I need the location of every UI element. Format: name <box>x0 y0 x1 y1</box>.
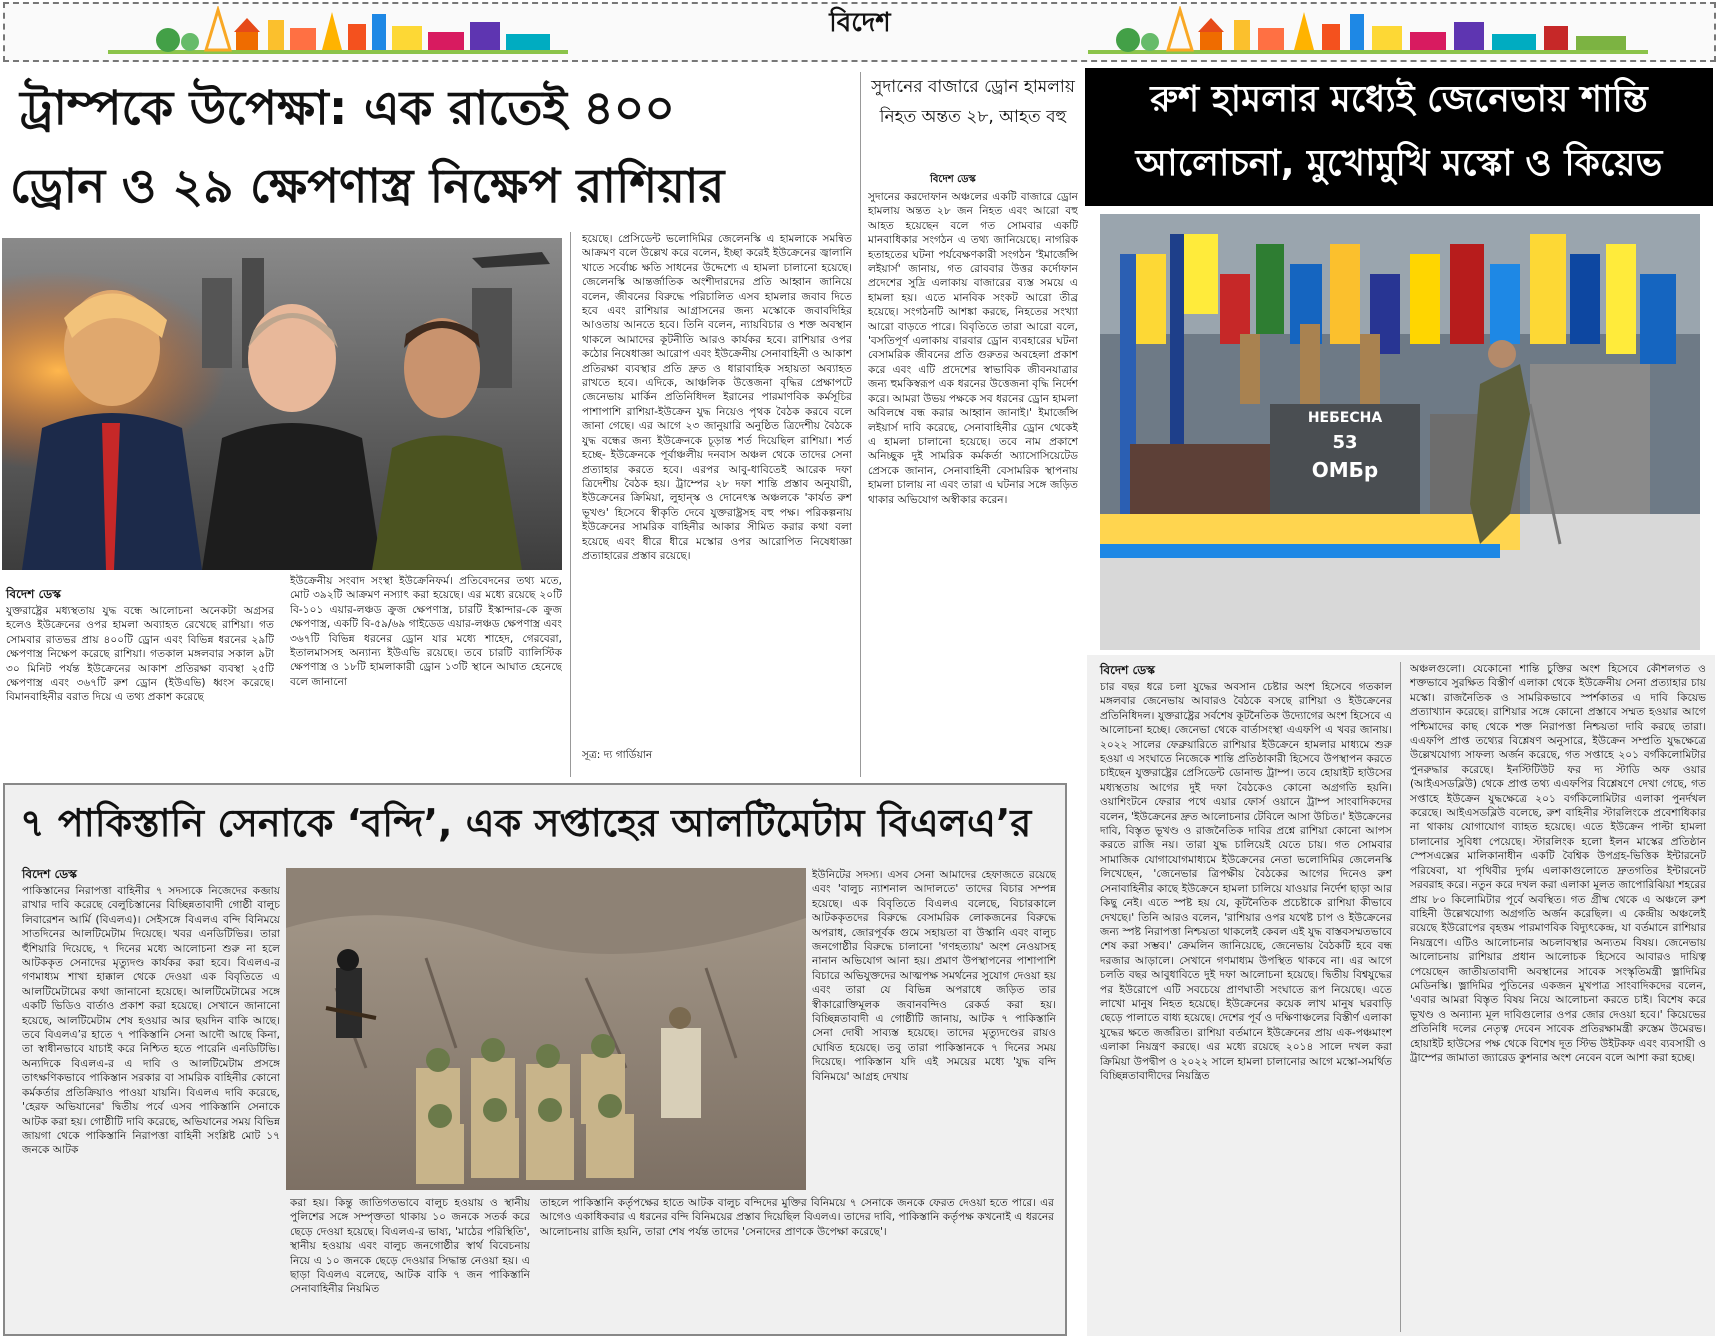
trump-putin-zelensky-photo <box>2 238 562 570</box>
sudan-headline: সুদানের বাজারে ড্রোন হামলায় নিহত অন্তত ২৮, আহত বহু <box>871 77 1075 127</box>
kyiv-memorial-photo <box>1100 214 1700 650</box>
trump-body-col2: ইউক্রেনীয় সংবাদ সংস্থা ইউক্রেনিফর্ম। প্রতিবেদনের তথ্য মতে, মোট ৩৯২টি আক্রমণ নস্যাৎ করা হয়েছে। এর মধ্যে রয়েছে ২০টি বি-১০১ এয়ার-লঞ্চড ক্রুজ ক্ষেপণাস্ত্র, চারটি ইস্কান্দার-কে ক্রুজ ক্ষেপণাস্ত্র, একটি বি-৫৯/৬৯ গাইডেড এয়ার-লঞ্চড ক্ষেপণাস্ত্র এবং ৩৬৭টি বিভিন্ন ধরনের ড্রোন যার মধ্যে শাহেদ, গেরবেরা, ইতালমাসসহ অন্যান্য ইউএভি রয়েছে। তবে চারটি ব্যালিস্টিক ক্ষেপণাস্ত্র ও ১৮টি হামলাকারী ড্রোন ১৩টি স্থানে আঘাত হেনেছে বলে জানানো <box>290 575 562 688</box>
right-skyline-illustration <box>1088 6 1648 54</box>
trump-body-col3: হয়েছে। প্রেসিডেন্ট ভলোদিমির জেলেনস্কি এ হামলাকে সমন্বিত আক্রমণ বলে উল্লেখ করে বলেন, ইচ্ছা করেই ইউক্রেনের জ্বালানি খাতে সর্বোচ্চ ক্ষতি সাধনের উদ্দেশ্যে এ হামলা চালানো হয়েছে। জেলেনস্কি আন্তর্জাতিক অংশীদারদের প্রতি আহ্বান জানিয়ে বলেন, জীবনের বিরুদ্ধে পরিচালিত এসব হামলার জবাব দিতে হবে এবং রাশিয়ার আগ্রাসনের জন্য মস্কোকে জবাবদিহির আওতায় আনতে হবে। তিনি বলেন, ন্যায়বিচার ও শক্ত অবস্থান থাকলে আমাদের কূটনীতি আরও কার্যকর হবে। রাশিয়ার ওপর কঠোর নিষেধাজ্ঞা আরোপ এবং ইউক্রেনীয় সেনাবাহিনী ও আকাশ প্রতিরক্ষা ব্যবস্থার প্রতি দ্রুত ও ধারাবাহিক সহায়তা অব্যাহত রাখতে হবে। এদিকে, আঞ্চলিক উত্তেজনা বৃদ্ধির প্রেক্ষাপটে জেনেভায় মার্কিন প্রতিনিধিদল ইরানের পারমাণবিক কর্মসূচির পাশাপাশি রাশিয়া-ইউক্রেন যুদ্ধ নিয়েও পৃথক বৈঠক করবে বলে জানা গেছে। এর আগে ২৩ জানুয়ারি অনুষ্ঠিত ত্রিদেশীয় বৈঠকে যুদ্ধ বন্ধের জন্য ইউক্রেনকে চূড়ান্ত শর্ত দিয়েছিল রাশিয়া। শর্ত হচ্ছে- ইউক্রেনকে পূর্বাঞ্চলীয় দনবাস অঞ্চল থেকে তাদের সেনা প্রত্যাহার করতে হবে। এরপর আবু-ধাবিতেই আরেক দফা ত্রিদেশীয় বৈঠক হয়। ট্রাম্পের ২৮ দফা শান্তি প্রস্তাব অনুযায়ী, ইউক্রেনের ক্রিমিয়া, লুহান্স্ক ও দোনেৎস্ক অঞ্চলকে 'কার্যত রুশ ভূখণ্ড' হিসেবে স্বীকৃতি দেবে যুক্তরাষ্ট্রসহ বহু পক্ষ। পরিকল্পনায় ইউক্রেনের সামরিক বাহিনীর আকার সীমিত করার কথা বলা হয়েছে এবং ধীরে ধীরে মস্কোর ওপর আরোপিত নিষেধাজ্ঞা প্রত্যাহারের প্রস্তাব রয়েছে। <box>582 233 852 562</box>
trump-source: সূত্র: দ্য গার্ডিয়ান <box>582 749 653 761</box>
trump-body-col1: যুক্তরাষ্ট্রের মধ্যস্থতায় যুদ্ধ বন্ধে আলোচনা অনেকটা অগ্রসর হলেও ইউক্রেনের ওপর হামলা অব্যাহত রেখেছে রাশিয়া। গত সোমবার রাতভর প্রায় ৪০০টি ড্রোন এবং বিভিন্ন ধরনের ২৯টি ক্ষেপণাস্ত্র নিক্ষেপ করেছে রাশিয়া। গতকাল মঙ্গলবার সকাল ৯টা ৩০ মিনিট পর্যন্ত ইউক্রেনের আকাশ প্রতিরক্ষা ব্যবস্থা ২৫টি ক্ষেপণাস্ত্র এবং ৩৬৭টি রুশ ড্রোন (ইউএভি) ধ্বংস করেছে। বিমানবাহিনীর বরাত দিয়ে এ তথ্য প্রকাশ করেছে <box>6 605 274 704</box>
sudan-byline: বিদেশ ডেস্ক <box>930 174 976 185</box>
pakistan-headline: ৭ পাকিস্তানি সেনাকে ‘বন্দি’, এক সপ্তাহের আলটিমেটাম বিএলএ’র <box>20 801 1032 845</box>
column-divider <box>1400 662 1401 1332</box>
geneva-byline: বিদেশ ডেস্ক <box>1100 663 1155 677</box>
pakistan-body-col2: করা হয়। কিন্তু জাতিগতভাবে বালুচ হওয়ায় ও স্থানীয় পুলিশের সঙ্গে সম্পৃক্ততা থাকায় ১০ জনকে সতর্ক করে ছেড়ে দেওয়া হয়েছে। বিএলএ-র ভাষ্য, 'মাঠের পরিস্থিতি', স্থানীয় হওয়ায় এবং বালুচ জনগোষ্ঠীর স্বার্থ বিবেচনায় নিয়ে এ ১০ জনকে ছেড়ে দেওয়ার সিদ্ধান্ত নেওয়া হয়। এ ছাড়া বিএলএ বলেছে, আটক বাকি ৭ জন পাকিস্তানি সেনাবাহিনীর নিয়মিত <box>290 1197 530 1296</box>
column-divider <box>570 232 571 777</box>
memorial-sign-line3: ОМБр <box>1311 458 1379 482</box>
trump-byline: বিদেশ ডেস্ক <box>6 587 61 601</box>
geneva-headline-line1: রুশ হামলার মধ্যেই জেনেভায় শান্তি <box>1150 79 1648 120</box>
geneva-body-col2: অঞ্চলগুলো। যেকোনো শান্তি চুক্তির অংশ হিসেবে কৌশলগত ও শক্তভাবে সুরক্ষিত বিস্তীর্ণ এলাকা থেকে ইউক্রেনীয় সেনা প্রত্যাহার চায় মস্কো। রাজনৈতিক ও সামরিকভাবে স্পর্শকাতর এ দাবি কিয়েভ প্রত্যাখ্যান করেছে। রাশিয়ার সঙ্গে কোনো প্রস্তাবে সম্মত হওয়ার আগে পশ্চিমাদের কাছ থেকে শক্ত নিরাপত্তা নিশ্চয়তা দাবি করছে তারা। এএফপি প্রাপ্ত তথ্যের বিশ্লেষণ অনুসারে, ইউক্রেন সম্প্রতি যুদ্ধক্ষেত্রে উল্লেখযোগ্য সাফল্য অর্জন করেছে, গত সপ্তাহে ২০১ বর্গকিলোমিটার পুনরুদ্ধার করেছে। ইনস্টিটিউট ফর দ্য স্টাডি অফ ওয়ার (আইএসডব্লিউ) থেকে প্রাপ্ত তথ্য এএফপির বিশ্লেষণে দেখা গেছে, গত সপ্তাহে ইউক্রেন যুদ্ধক্ষেত্রে ২০১ বর্গকিলোমিটার এলাকা পুনর্দখল করেছে। আইএসডব্লিউ বলেছে, রুশ বাহিনীর স্টারলিংকে প্রবেশাধিকার না থাকায় যোগাযোগ ব্যাহত হয়েছে। এতে ইউক্রেন পাল্টা হামলা চালানোর সুবিধা পেয়েছে। স্টারলিংক হলো ইলন মাস্কের প্রতিষ্ঠান স্পেসএক্সের মালিকানাধীন একটি বৈশ্বিক উপগ্রহ-ভিত্তিক ইন্টারনেট পরিষেবা, যা পৃথিবীর দুর্গম এলাকাগুলোতে দ্রুতগতির ইন্টারনেট সরবরাহ করে। নতুন করে দখল করা এলাকা মূলত জাপোরিঝিয়া শহরের প্রায় ৮০ কিলোমিটার পূর্বে অবস্থিত। গত গ্রীষ্ম থেকে এ অঞ্চলে রুশ বাহিনী উল্লেখযোগ্য অগ্রগতি অর্জন করেছিল। এ কেন্দ্রীয় অঞ্চলেই রয়েছে ইউরোপের বৃহত্তম পারমাণবিক বিদ্যুৎকেন্দ্র, যা বর্তমানে রাশিয়ার নিয়ন্ত্রণে। এটিও আলোচনার অচলাবস্থার অন্যতম বিষয়। জেনেভায় আলোচনায় রাশিয়ার প্রধান আলোচক হিসেবে আবারও দায়িত্ব পেয়েছেন জাতীয়তাবাদী অবস্থানের সাবেক সংস্কৃতিমন্ত্রী ভ্লাদিমির মেডিনস্কি। ভ্লাদিমির পুতিনের একজন মুখপাত্র সাংবাদিকদের বলেন, 'এবার আমরা বিস্তৃত বিষয় নিয়ে আলোচনা করতে চাই। বিশেষ করে ভূখণ্ড ও অন্যান্য মূল দাবিগুলোর ওপর জোর দেওয়া হবে।' কিয়েভের প্রতিনিধি দলের নেতৃত্ব দেবেন সাবেক প্রতিরক্ষামন্ত্রী রুস্তেম উমেরভ। হোয়াইট হাউসের পক্ষ থেকে বিশেষ দূত স্টিভ উইটকফ এবং ব্যবসায়ী ও ট্রাম্পের জামাতা জ্যারেড কুশনার অংশ নেবেন বলে আশা করা হচ্ছে। <box>1410 663 1706 1064</box>
trump-headline-line1: ট্রাম্পকে উপেক্ষা: এক রাতেই ৪০০ <box>20 81 675 136</box>
left-skyline-illustration <box>108 6 568 54</box>
geneva-body-col1: চার বছর ধরে চলা যুদ্ধের অবসান চেষ্টার অংশ হিসেবে গতকাল মঙ্গলবার জেনেভায় আবারও বৈঠকে বসছে রাশিয়া ও ইউক্রেনের প্রতিনিধিদল। যুক্তরাষ্ট্রের সর্বশেষ কূটনৈতিক উদ্যোগের অংশ হিসেবে এ আলোচনা হচ্ছে। জেনেভা থেকে বার্তাসংস্থা এএফপি এ খবর জানায়। ২০২২ সালের ফেব্রুয়ারিতে রাশিয়ার ইউক্রেনে হামলার মাধ্যমে শুরু হওয়া এ সংঘাতে নিজেকে শান্তি প্রতিষ্ঠাকারী হিসেবে উপস্থাপন করতে চাইছেন যুক্তরাষ্ট্রের প্রেসিডেন্ট ডোনাল্ড ট্রাম্প। তবে হোয়াইট হাউসের মধ্যস্থতায় আগের দুই দফা বৈঠকেও কোনো অগ্রগতি হয়নি। ওয়াশিংটনে ফেরার পথে এয়ার ফোর্স ওয়ানে ট্রাম্প সাংবাদিকদের বলেন, 'ইউক্রেনের দ্রুত আলোচনার টেবিলে আসা উচিত।' ইউক্রেনের দাবি, বিস্তৃত ভূখণ্ড ও রাজনৈতিক দাবির প্রশ্নে রাশিয়া কোনো আপস করতে রাজি নয়। তারা যুদ্ধ চালিয়েই যেতে চায়। গত সোমবার সামাজিক যোগাযোগমাধ্যমে ইউক্রেনের নেতা ভলোদিমির জেলেনস্কি লিখেছেন, 'জেনেভার ত্রিপক্ষীয় বৈঠকের আগের দিনেও রুশ সেনাবাহিনীর কাছে ইউক্রেনে হামলা চালিয়ে যাওয়ার নির্দেশ ছাড়া আর কিছু নেই। এতে স্পষ্ট হয় যে, কূটনৈতিক প্রচেষ্টাকে রাশিয়া কীভাবে দেখছে।' তিনি আরও বলেন, 'রাশিয়ার ওপর যথেষ্ট চাপ ও ইউক্রেনের জন্য স্পষ্ট নিরাপত্তা নিশ্চয়তা থাকলেই কেবল এই যুদ্ধ বাস্তবসম্মতভাবে শেষ করা সম্ভব।' ক্রেমলিন জানিয়েছে, জেনেভায় বৈঠকটি হবে বন্ধ দরজার আড়ালে। সেখানে গণমাধ্যম উপস্থিত থাকবে না। এর আগে চলতি বছর আবুধাবিতে দুই দফা আলোচনা হয়েছে। দ্বিতীয় বিশ্বযুদ্ধের পর ইউরোপে এটি সবচেয়ে প্রাণঘাতী সংঘাতে রূপ নিয়েছে। এতে লাখো মানুষ নিহত হয়েছে। ইউক্রেনের কয়েক লাখ মানুষ ঘরবাড়ি ছেড়ে পালাতে বাধ্য হয়েছে। দেশের পূর্ব ও দক্ষিণাঞ্চলের বিস্তীর্ণ এলাকা যুদ্ধের ক্ষতে জর্জরিত। রাশিয়া বর্তমানে ইউক্রেনের প্রায় এক-পঞ্চমাংশ এলাকা নিয়ন্ত্রণ করছে। এর মধ্যে রয়েছে ২০১৪ সালে দখল করা ক্রিমিয়া উপদ্বীপ ও ২০২২ সালে হামলা চালানোর আগে মস্কো-সমর্থিত বিচ্ছিন্নতাবাদীদের নিয়ন্ত্রিত <box>1100 681 1392 1082</box>
captured-soldiers-photo <box>286 868 806 1190</box>
pakistan-byline: বিদেশ ডেস্ক <box>22 867 77 881</box>
pakistan-body-col4: তাহলে পাকিস্তানি কর্তৃপক্ষের হাতে আটক বালুচ বন্দিদের মুক্তির বিনিময়ে ৭ সেনাকে জনকে ফেরত দেওয়া হতে পারে। এর আগেও একাধিকবার এ ধরনের বন্দি বিনিময়ের প্রস্তাব দিয়েছিল বিএলএ। তাদের দাবি, পাকিস্তানি কর্তৃপক্ষ কখনোই এ ধরনের আলোচনায় রাজি হয়নি, তারা শেষ পর্যন্ত তাদের 'সেনাদের প্রাণকে উপেক্ষা করেছে'। <box>540 1197 1054 1238</box>
pakistan-body-col1: পাকিস্তানের নিরাপত্তা বাহিনীর ৭ সদস্যকে নিজেদের কব্জায় রাখার দাবি করেছে বেলুচিস্তানের বিচ্ছিন্নতাবাদী গোষ্ঠী বালুচ লিবারেশন আর্মি (বিএলএ)। সেইসঙ্গে বিএলএ বন্দি বিনিময়ে সাতদিনের আলটিমেটাম দিয়েছে। খবর এনডিটিভির। তারা হুঁশিয়ারি দিয়েছে, ৭ দিনের মধ্যে আলোচনা শুরু না হলে আটককৃত সেনাদের মৃত্যুদণ্ড কার্যকর করা হবে। বিএলএ-র গণমাধ্যম শাখা হাক্কাল থেকে দেওয়া এক বিবৃতিতে এ আলটিমেটামের কথা জানানো হয়েছে। আলটিমেটামের সঙ্গে একটি ভিডিও বার্তাও প্রকাশ করা হয়েছে। সেখানে জানানো হয়েছে, আলটিমেটাম শেষ হওয়ার আর ছয়দিন বাকি আছে। তবে বিএলএ’র হাতে ৭ পাকিস্তানি সেনা আদৌ আছে কিনা, তা স্বাধীনভাবে যাচাই করে নিশ্চিত হতে পারেনি এনডিটিভি। অন্যদিকে বিএলএ-র এ দাবি ও আলটিমেটাম প্রসঙ্গে তাৎক্ষণিকভাবে পাকিস্তান সরকার বা সামরিক বাহিনীর কোনো কর্মকর্তার প্রতিক্রিয়াও পাওয়া যায়নি। বিএলএ দাবি করেছে, 'হেরফ অভিযানের' দ্বিতীয় পর্বে এসব পাকিস্তানি সেনাকে আটক করা হয়। গোষ্ঠীটি দাবি করেছে, অভিযানের সময় বিভিন্ন জায়গা থেকে পাকিস্তানি নিরাপত্তা বাহিনী সংশ্লিষ্ট মোট ১৭ জনকে আটক <box>22 885 280 1157</box>
section-label: বিদেশ <box>829 8 891 38</box>
sudan-body: সুদানের করদোফান অঞ্চলের একটি বাজারে ড্রোন হামলায় অন্তত ২৮ জন নিহত এবং আরো বহু আহত হয়েছেন বলে গত সোমবার একটি মানবাধিকার সংগঠন এ তথ্য জানিয়েছে। নাগরিক হতাহতের ঘটনা পর্যবেক্ষণকারী সংগঠন 'ইমার্জেন্সি লইয়ার্স' জানায়, গত রোববার উত্তর কর্দোফান প্রদেশের সুদ্রি এলাকায় বাজারের ব্যস্ত সময়ে এ হামলা হয়। এতে মানবিক সংকট আরো তীব্র হয়েছে। সংগঠনটি আশঙ্কা করছে, নিহতের সংখ্যা আরো বাড়তে পারে। বিবৃতিতে তারা আরো বলে, 'বসতিপূর্ণ এলাকায় বারবার ড্রোন ব্যবহারের ঘটনা বেসামরিক জীবনের প্রতি গুরুতর অবহেলা প্রকাশ করে এবং এটি প্রদেশের স্বাভাবিক জীবনযাত্রার জন্য হুমকিস্বরূপ এক ধরনের উত্তেজনা বৃদ্ধি নির্দেশ করে। আমরা উভয় পক্ষকে সব ধরনের ড্রোন হামলা অবিলম্বে বন্ধ করার আহ্বান জানাই।' ইমার্জেন্সি লইয়ার্স দাবি করেছে, সেনাবাহিনীর ড্রোন থেকেই এ হামলা চালানো হয়েছে। তবে নাম প্রকাশে অনিচ্ছুক দুই সামরিক কর্মকর্তা অ্যাসোসিয়েটেড প্রেসকে জানান, সেনাবাহিনী বেসামরিক স্থাপনায় হামলা চালায় না এবং তারা এ ঘটনার সঙ্গে জড়িত থাকার অভিযোগ অস্বীকার করেন। <box>868 191 1078 506</box>
trump-headline-line2: ড্রোন ও ২৯ ক্ষেপণাস্ত্র নিক্ষেপ রাশিয়ার <box>10 159 725 214</box>
column-divider <box>860 72 861 777</box>
pakistan-body-col3: ইউনিটের সদস্য। এসব সেনা আমাদের হেফাজতে রয়েছে এবং 'বালুচ ন্যাশনাল আদালতে' তাদের বিচার সম্পন্ন হয়েছে। এক বিবৃতিতে বিএলএ বলেছে, বিচারকালে আটককৃতদের বিরুদ্ধে বেসামরিক লোকজনের বিরুদ্ধে অপরাধ, জোরপূর্বক গুমে সহায়তা বা উস্কানি এবং বালুচ জনগোষ্ঠীর বিরুদ্ধে চালানো 'গণহত্যায়' অংশ নেওয়াসহ নানান অভিযোগ আনা হয়। প্রমাণ উপস্থাপনের পাশাপাশি বিচারে অভিযুক্তদের আত্মপক্ষ সমর্থনের সুযোগ দেওয়া হয় এবং তারা যে বিভিন্ন অপরাধে জড়িত তার স্বীকারোক্তিমূলক জবানবন্দিও রেকর্ড করা হয়। বিচ্ছিন্নতাবাদী এ গোষ্ঠীটি জানায়, আটক ৭ পাকিস্তানি সেনা দোষী সাব্যস্ত হয়েছে। তাদের মৃত্যুদণ্ডের রায়ও ঘোষিত হয়েছে। তবু তারা পাকিস্তানকে ৭ দিনের সময় দিয়েছে। পাকিস্তান যদি এই সময়ের মধ্যে 'যুদ্ধ বন্দি বিনিময়ে' আগ্রহ দেখায় <box>812 869 1056 1083</box>
memorial-sign-line2: 53 <box>1332 432 1358 453</box>
memorial-sign-line1: НЕБЕСНА <box>1307 410 1383 426</box>
geneva-headline-line2: আলোচনা, মুখোমুখি মস্কো ও কিয়েভ <box>1135 143 1663 184</box>
